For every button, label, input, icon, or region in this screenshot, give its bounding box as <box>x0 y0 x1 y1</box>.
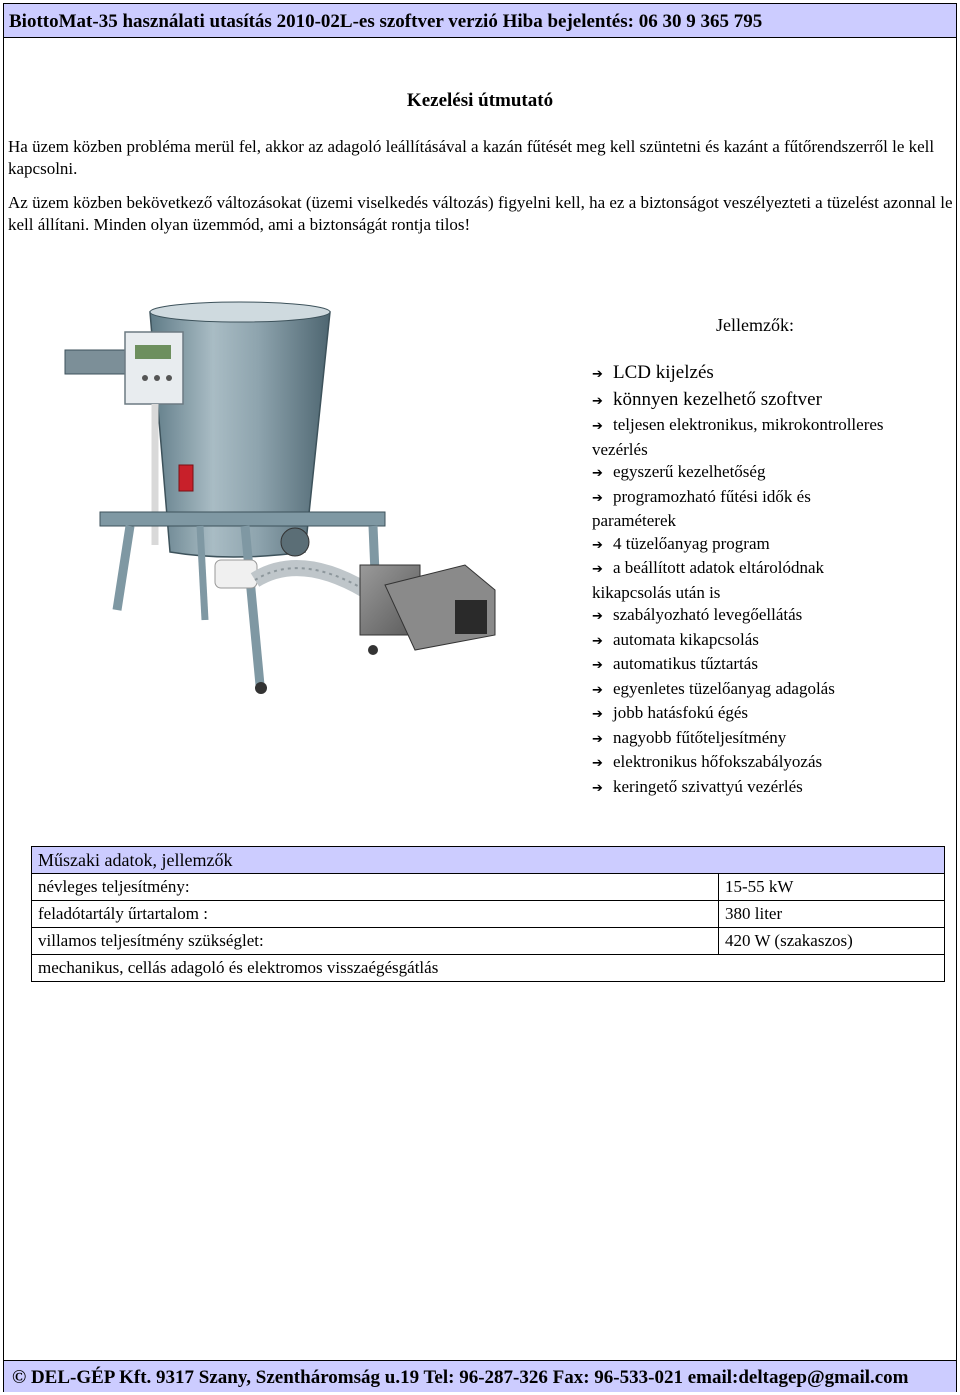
list-item: ➔ jobb hatásfokú égés <box>592 702 892 727</box>
table-row <box>32 901 945 928</box>
specs-table <box>31 846 945 982</box>
arrow-right-icon: ➔ <box>592 707 603 722</box>
spec-label: villamos teljesítmény szükséglet: <box>32 928 719 955</box>
list-item: ➔ könnyen kezelhető szoftver <box>592 387 892 414</box>
table-row <box>32 874 945 901</box>
list-item: ➔ automatikus tűztartás <box>592 653 892 678</box>
machine-photo <box>55 290 515 710</box>
list-item: ➔ keringető szivattyú vezérlés <box>592 776 892 801</box>
spec-label: feladótartály űrtartalom : <box>32 901 719 928</box>
paragraph-safety: Az üzem közben bekövetkező változásokat (üzemi viselkedés változás) figyelni kell, ha ez a biztonságot veszélyezteti a tüzelést azonnal le kell állítani. Minden olyan üzemmód, ami a biztonságát rontja tilos! <box>8 193 953 234</box>
list-item: ➔ egyszerű kezelhetőség <box>592 461 892 486</box>
list-item: ➔ elektronikus hőfokszabályozás <box>592 751 892 776</box>
list-item: ➔ szabályozható levegőellátás <box>592 604 892 629</box>
spec-label: névleges teljesítmény: <box>32 874 719 901</box>
list-item: ➔ programozható fűtési idők és paraméterek <box>592 486 811 530</box>
list-item: ➔ automata kikapcsolás <box>592 629 892 654</box>
arrow-right-icon: ➔ <box>592 780 603 796</box>
arrow-right-icon: ➔ <box>592 537 603 553</box>
header-text: BiottoMat-35 használati utasítás 2010-02L-es szoftver verzió Hiba bejelentés: 06 30 9 365 795 <box>9 11 763 32</box>
spec-value: 15-55 kW <box>719 874 945 901</box>
specs-title: Műszaki adatok, jellemzők <box>32 847 945 874</box>
spec-value: 420 W (szakaszos) <box>719 928 945 955</box>
list-item: ➔ LCD kijelzés <box>592 360 892 387</box>
document-header <box>4 4 956 38</box>
arrow-right-icon: ➔ <box>592 367 603 382</box>
arrow-right-icon: ➔ <box>592 419 603 434</box>
paragraph-problem: Ha üzem közben probléma merül fel, akkor az adagoló leállításával a kazán fűtését meg kell szüntetni és kazánt a fűtőrendszerről le kell kapcsolni. <box>8 137 935 178</box>
list-item: ➔ 4 tüzelőanyag program <box>592 533 892 558</box>
list-item: ➔ teljesen elektronikus, mikrokontrolleres vezérlés <box>592 415 884 459</box>
features-list <box>592 360 892 800</box>
table-row <box>32 955 945 982</box>
arrow-right-icon: ➔ <box>592 609 603 624</box>
spec-value: 380 liter <box>719 901 945 928</box>
arrow-right-icon: ➔ <box>592 731 603 747</box>
spec-label: mechanikus, cellás adagoló és elektromos visszaégésgátlás <box>32 955 945 982</box>
arrow-right-icon: ➔ <box>592 562 603 577</box>
list-item: ➔ a beállított adatok eltárolódnak kikapcsolás után is <box>592 558 825 602</box>
list-item: ➔ nagyobb fűtőteljesítmény <box>592 727 892 752</box>
document-footer <box>4 1360 956 1392</box>
arrow-right-icon: ➔ <box>592 466 603 481</box>
features-title: Jellemzők: <box>716 315 794 335</box>
arrow-right-icon: ➔ <box>592 633 603 649</box>
arrow-right-icon: ➔ <box>592 756 603 771</box>
specs-header-row <box>32 847 945 874</box>
arrow-right-icon: ➔ <box>592 394 603 409</box>
table-row <box>32 928 945 955</box>
footer-text: © DEL-GÉP Kft. 9317 Szany, Szentháromság u.19 Tel: 96-287-326 Fax: 96-533-021 email:deltagep@gmail.com <box>12 1367 909 1388</box>
list-item: ➔ egyenletes tüzelőanyag adagolás <box>592 678 892 703</box>
section-title: Kezelési útmutató <box>406 90 554 111</box>
arrow-right-icon: ➔ <box>592 658 603 673</box>
arrow-right-icon: ➔ <box>592 490 603 506</box>
arrow-right-icon: ➔ <box>592 682 603 698</box>
